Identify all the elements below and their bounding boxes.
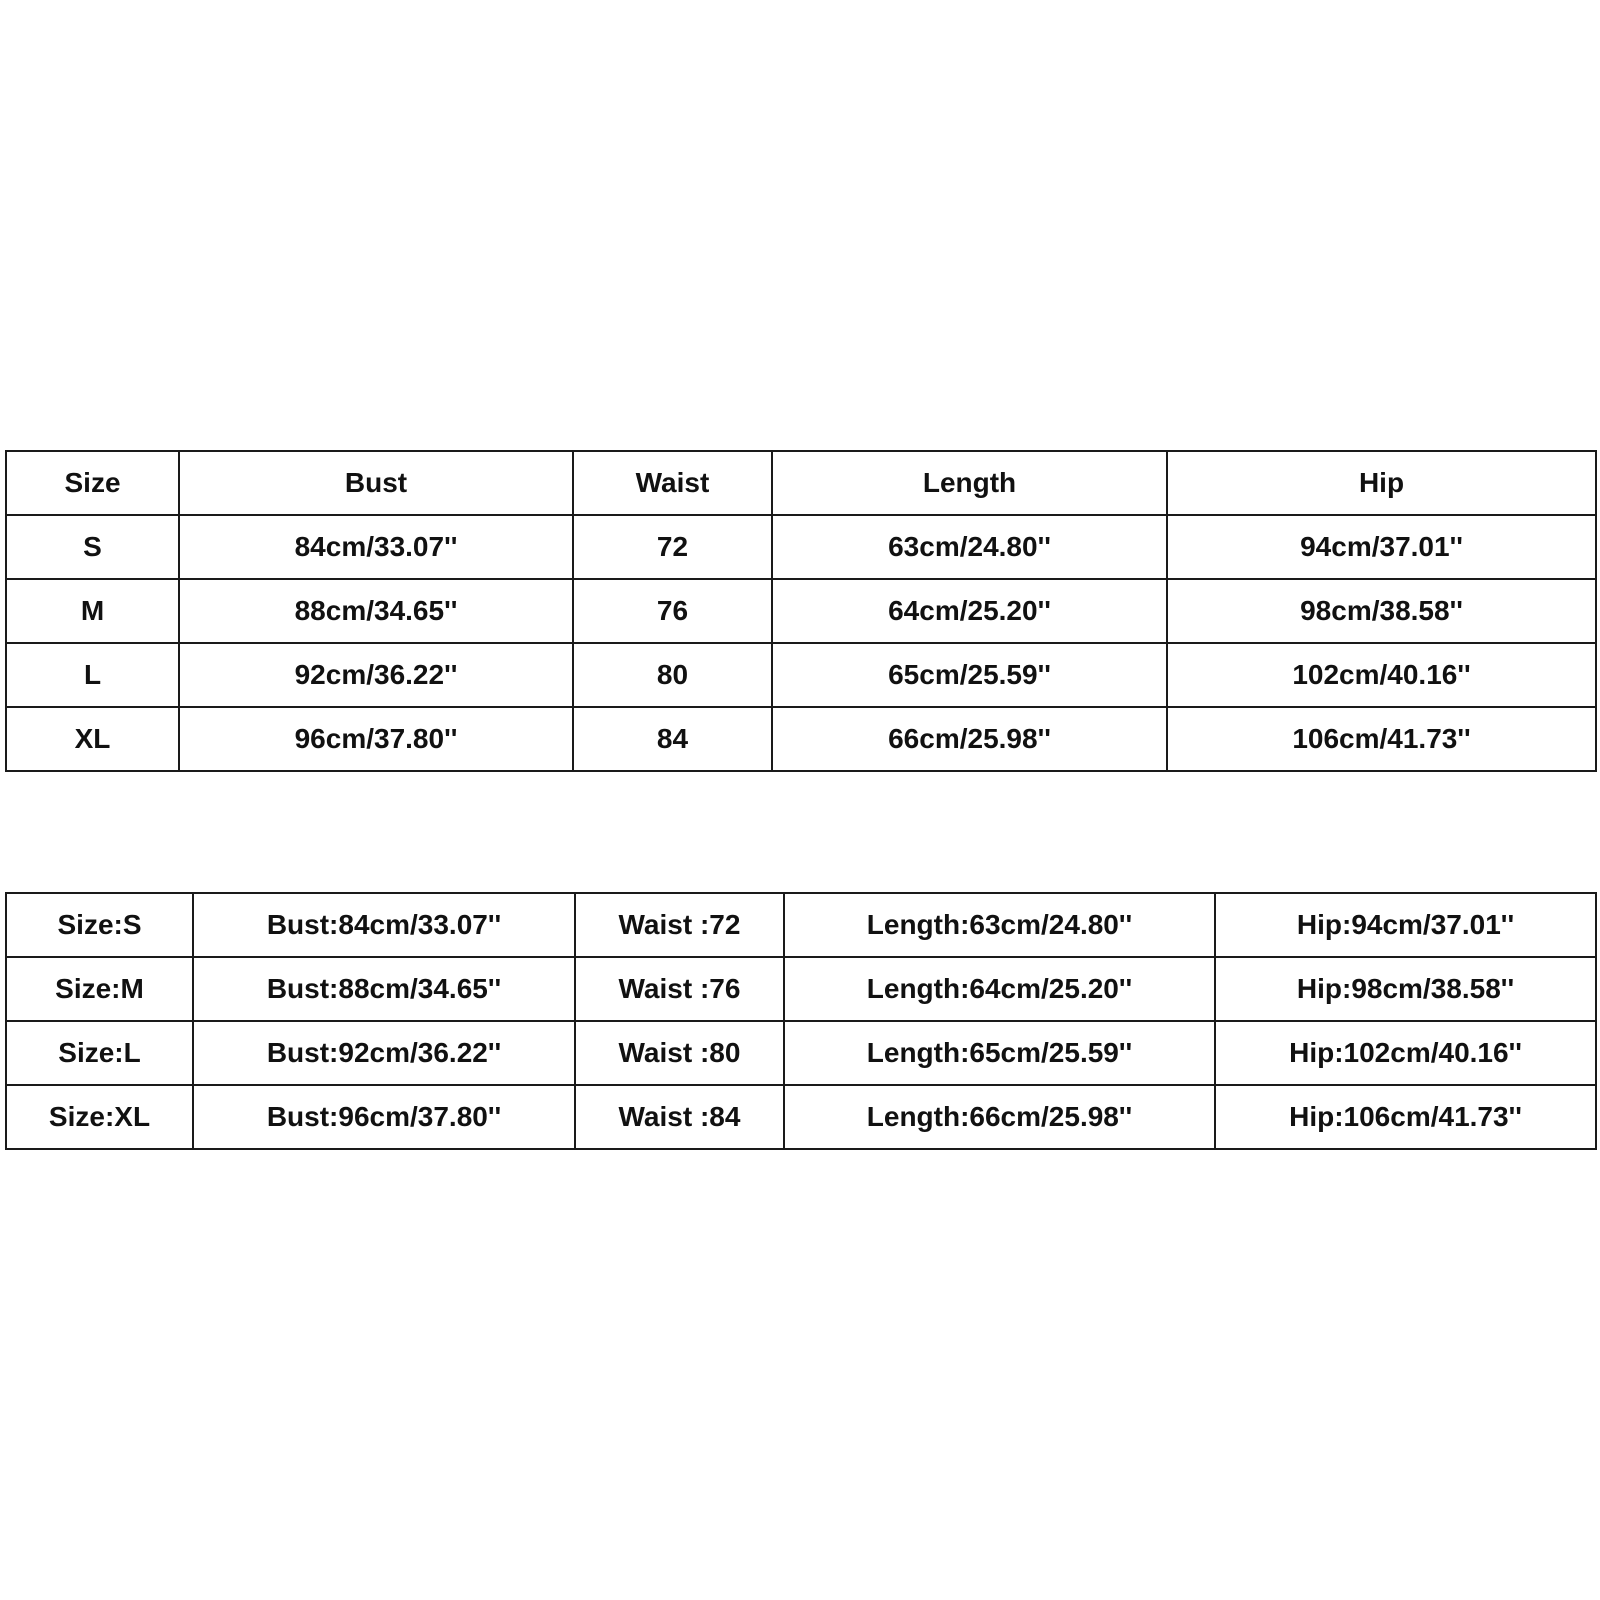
table-row — [6, 1085, 1596, 1149]
size-chart-table — [5, 450, 1597, 772]
cell-size: L — [6, 643, 179, 707]
cell-size: Size:XL — [6, 1085, 193, 1149]
header-size: Size — [6, 451, 179, 515]
cell-size: Size:M — [6, 957, 193, 1021]
cell-bust: Bust:96cm/37.80'' — [193, 1085, 575, 1149]
cell-hip: Hip:106cm/41.73'' — [1215, 1085, 1596, 1149]
cell-waist: Waist :80 — [575, 1021, 784, 1085]
cell-waist: 76 — [573, 579, 772, 643]
cell-waist: 72 — [573, 515, 772, 579]
cell-length: Length:63cm/24.80'' — [784, 893, 1215, 957]
header-waist: Waist — [573, 451, 772, 515]
cell-size: XL — [6, 707, 179, 771]
table-row — [6, 893, 1596, 957]
cell-hip: Hip:102cm/40.16'' — [1215, 1021, 1596, 1085]
cell-size: Size:L — [6, 1021, 193, 1085]
cell-size: M — [6, 579, 179, 643]
table-row — [6, 643, 1596, 707]
cell-length: Length:66cm/25.98'' — [784, 1085, 1215, 1149]
cell-hip: 94cm/37.01'' — [1167, 515, 1596, 579]
cell-hip: Hip:94cm/37.01'' — [1215, 893, 1596, 957]
cell-hip: Hip:98cm/38.58'' — [1215, 957, 1596, 1021]
cell-waist: 80 — [573, 643, 772, 707]
cell-waist: 84 — [573, 707, 772, 771]
cell-waist: Waist :76 — [575, 957, 784, 1021]
size-chart-labeled-table — [5, 892, 1597, 1150]
cell-length: 66cm/25.98'' — [772, 707, 1167, 771]
cell-length: Length:65cm/25.59'' — [784, 1021, 1215, 1085]
cell-bust: Bust:84cm/33.07'' — [193, 893, 575, 957]
cell-bust: 92cm/36.22'' — [179, 643, 573, 707]
table-row — [6, 515, 1596, 579]
cell-bust: Bust:88cm/34.65'' — [193, 957, 575, 1021]
table-row — [6, 579, 1596, 643]
cell-hip: 98cm/38.58'' — [1167, 579, 1596, 643]
cell-hip: 102cm/40.16'' — [1167, 643, 1596, 707]
cell-bust: 96cm/37.80'' — [179, 707, 573, 771]
cell-length: 65cm/25.59'' — [772, 643, 1167, 707]
cell-size: Size:S — [6, 893, 193, 957]
header-length: Length — [772, 451, 1167, 515]
header-bust: Bust — [179, 451, 573, 515]
cell-waist: Waist :84 — [575, 1085, 784, 1149]
table-row — [6, 957, 1596, 1021]
cell-waist: Waist :72 — [575, 893, 784, 957]
header-hip: Hip — [1167, 451, 1596, 515]
cell-hip: 106cm/41.73'' — [1167, 707, 1596, 771]
cell-length: 63cm/24.80'' — [772, 515, 1167, 579]
cell-size: S — [6, 515, 179, 579]
cell-bust: 84cm/33.07'' — [179, 515, 573, 579]
table-row — [6, 1021, 1596, 1085]
cell-length: 64cm/25.20'' — [772, 579, 1167, 643]
cell-bust: Bust:92cm/36.22'' — [193, 1021, 575, 1085]
cell-bust: 88cm/34.65'' — [179, 579, 573, 643]
table-row — [6, 707, 1596, 771]
cell-length: Length:64cm/25.20'' — [784, 957, 1215, 1021]
table-header-row — [6, 451, 1596, 515]
